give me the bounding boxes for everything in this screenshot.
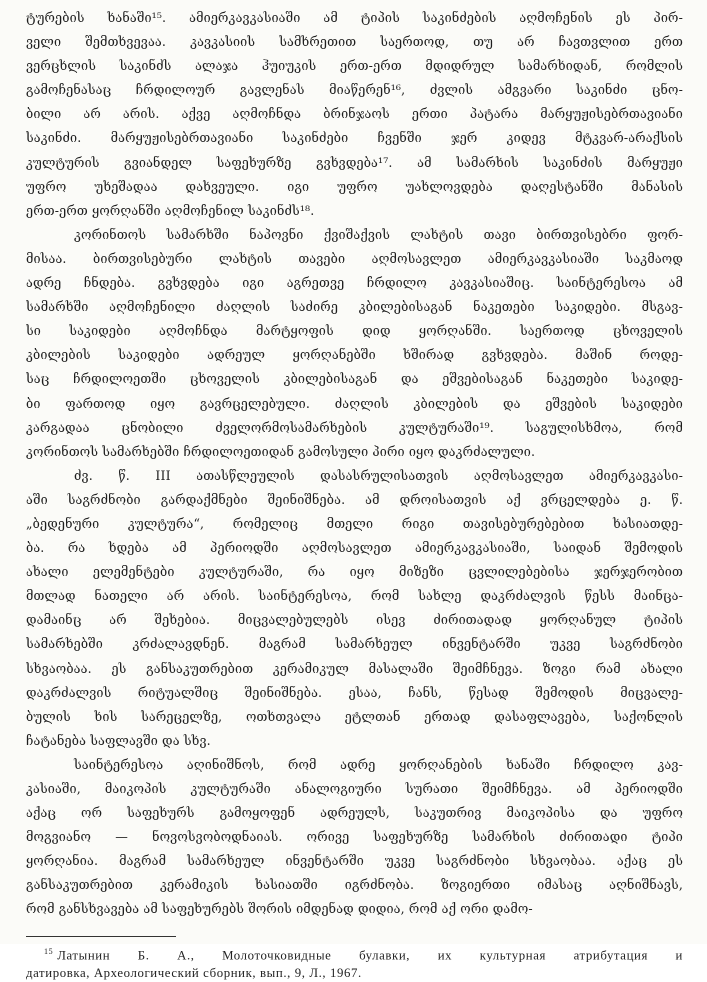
text-line: კულტურის გვიანდელ საფეხურზე გვხვდება¹⁷. ამ სამარხის საკინძის მარყუჟი [26,154,683,170]
text-line: დაკრძალვის რიტუალშიც შეინიშნება. ესაა, ჩანს, წესად შემოდის მიცვალე- [26,684,683,700]
text-line: ერთ-ერთ ყორღანში აღმოჩენილ საკინძს¹⁸. [26,202,315,218]
text-line: ბა. რა ხდება ამ პერიოდში აღმოსავლეთ ამიერკავკასიაში, საიდან შემოდის [26,540,683,556]
text-line: სხვაობაა. ეს განსაკუთრებით კერამიკულ მასალაში შეიმჩნევა. ზოგი რამ ახალი [26,660,683,676]
text-line: აქაც ორ საფეხურს გამოყოფენ ადრეულს, საკუთრივ მაიკოპისა და უფრო [26,805,683,821]
text-line: სი საკიდები აღმოჩნდა მარტყოფის დიდ ყორღანში. საერთოდ ცხოველის [26,323,683,339]
text-line: საც ჩრდილოეთში ცხოველის კბილებისაგან და ეშვებისაგან ნაკეთები საკიდე- [26,371,683,387]
text-line: ბულის ხის სარეცელზე, ოთხთვალა ეტლთან ერთად დასაფლავება, საქონლის [26,708,683,724]
paragraph [26,753,683,922]
text-line: ახალი ელემენტები კულტურაში, რა იყო მიზეზი ცვლილებებისა ჯერჯერობით [26,564,683,580]
text-line: დამაინც არ შეხებია. მიცვალებულებს ისევ ძირითადად ყორღანულ ტიპის [26,612,683,628]
text-line: ბილი არ არის. აქვე აღმოჩნდა ბრინჯაოს ერთი პატარა მარყუჟისებრთავიანი [26,106,683,122]
text-line: კორინთოს სამარხში ნაპოვნი ქვიშაქვის ლახტის თავი ბირთვისებრი ფორ- [74,226,683,242]
text-line: გამოჩენასაც ჩრდილოურ გავლენას მიაწერენ¹⁶, ძვლის ამგვარი საკინძი ცნო- [26,82,683,98]
text-line: უფრო უხეშადაა დახვეული. იგი უფრო უახლოვდება დაღესტანში მანასის [26,178,683,194]
body-text [26,6,683,922]
footnote-line [26,943,683,964]
text-line: კასიაში, მაიკოპის კულტურაში ანალოგიური სურათი შეიმჩნევა. ამ პერიოდში [26,781,683,796]
text-line: მთლად ნათელი არ არის. საინტერესოა, რომ სახლე დაკრძალვის წესს მაინცა- [26,588,683,604]
paragraph [26,464,683,753]
text-line: ძვ. წ. III ათასწლეულის დასასრულისათვის აღმოსავლეთ ამიერკავკასი- [74,467,683,483]
text-line: საკინძი. მარყუჟისებრთავიანი საკინძები ჩვენში ჯერ კიდევ მტკვარ-არაქსის [26,130,683,146]
paragraph [26,6,683,223]
paragraph [26,223,683,464]
footnote-text: Латынин Б. А., Молоточковидные булавки, их культурная атрибутация и [57,947,683,962]
text-line: კბილების საკიდები ადრეულ ყორღანებში ხშირად გვხვდება. მაშინ როდე- [26,347,683,363]
text-line: საინტერესოა აღინიშნოს, რომ ადრე ყორღანების ხანაში ჩრდილო კავ- [74,756,683,772]
text-line: მოგვიანო — ნოვოსვობოდნაიას. ორივე საფეხურზე სამარხის ძირითადი ტიპი [26,829,683,845]
text-line: ბი ფართოდ იყო გავრცელებული. ძაღლის კბილების და ეშვების საკიდები [26,395,683,411]
text-line: ადრე ჩნდება. გვხვდება იგი აგრეთვე ჩრდილო კავკასიაშიც. საინტერესოა ამ [26,275,683,291]
text-line: რომ განსხვავება ამ საფეხურებს შორის იმდენად დიდია, რომ აქ ორი დამო- [26,901,533,917]
text-line: კორინთოს სამარხებში ჩრდილოეთიდან გამოსული პირი იყო დაკრძალული. [26,443,536,459]
text-line: კარგადაა ცნობილი ძველორმოსამარხების კულტურაში¹⁹. საგულისხმოა, რომ [26,419,683,435]
text-line: ჩატანება საფლავში და სხვ. [26,732,211,748]
text-line: „ბედენური კულტურა“, რომელიც მთელი რიგი თავისებურებებით ხასიათდე- [26,515,683,531]
text-line: ტურების ხანაში¹⁵. ამიერკავკასიაში ამ ტიპის საკინძების აღმოჩენის ეს პირ- [26,10,683,25]
text-line: ვერცხლის საკინძს ალაჯა ჰუიუკის ერთ-ერთ მდიდრულ სამარხიდან, რომლის [26,58,683,74]
footnote [26,943,683,982]
text-line: სამარხებში კრძალავდნენ. მაგრამ სამარხეულ ინვენტარში უკვე საგრძნობი [26,636,683,652]
footnote-divider [26,936,176,937]
text-line: განსაკუთრებით კერამიკის ხასიათში იგრძნობა. ზოგიერთი იმასაც აღნიშნავს, [26,877,683,893]
footnote-number: 15 [44,946,54,956]
text-line: ველი შემთხვევაა. კავკასიის სამხრეთით საერთოდ, თუ არ ჩავთვლით ერთ [26,34,683,50]
text-line: აში საგრძნობი გარდაქმნები შეინიშნება. ამ დროისათვის აქ ვრცელდება ე. წ. [26,491,683,507]
text-line: ყორღანია. მაგრამ სამარხეულ ინვენტარში უკვე საგრძნობი სხვაობაა. აქაც ეს [26,853,683,869]
text-line: მისაა. ბირთვისებური ლახტის თავები აღმოსავლეთ ამიერკავკასიაში საკმაოდ [26,250,683,266]
footnote-line: датировка, Археологический сборник, вып., 9, Л., 1967. [26,965,362,980]
text-line: სამარხში აღმოჩენილი ძაღლის საძირე კბილებისაგან ნაკეთები საკიდები. მსგავ- [26,299,683,315]
